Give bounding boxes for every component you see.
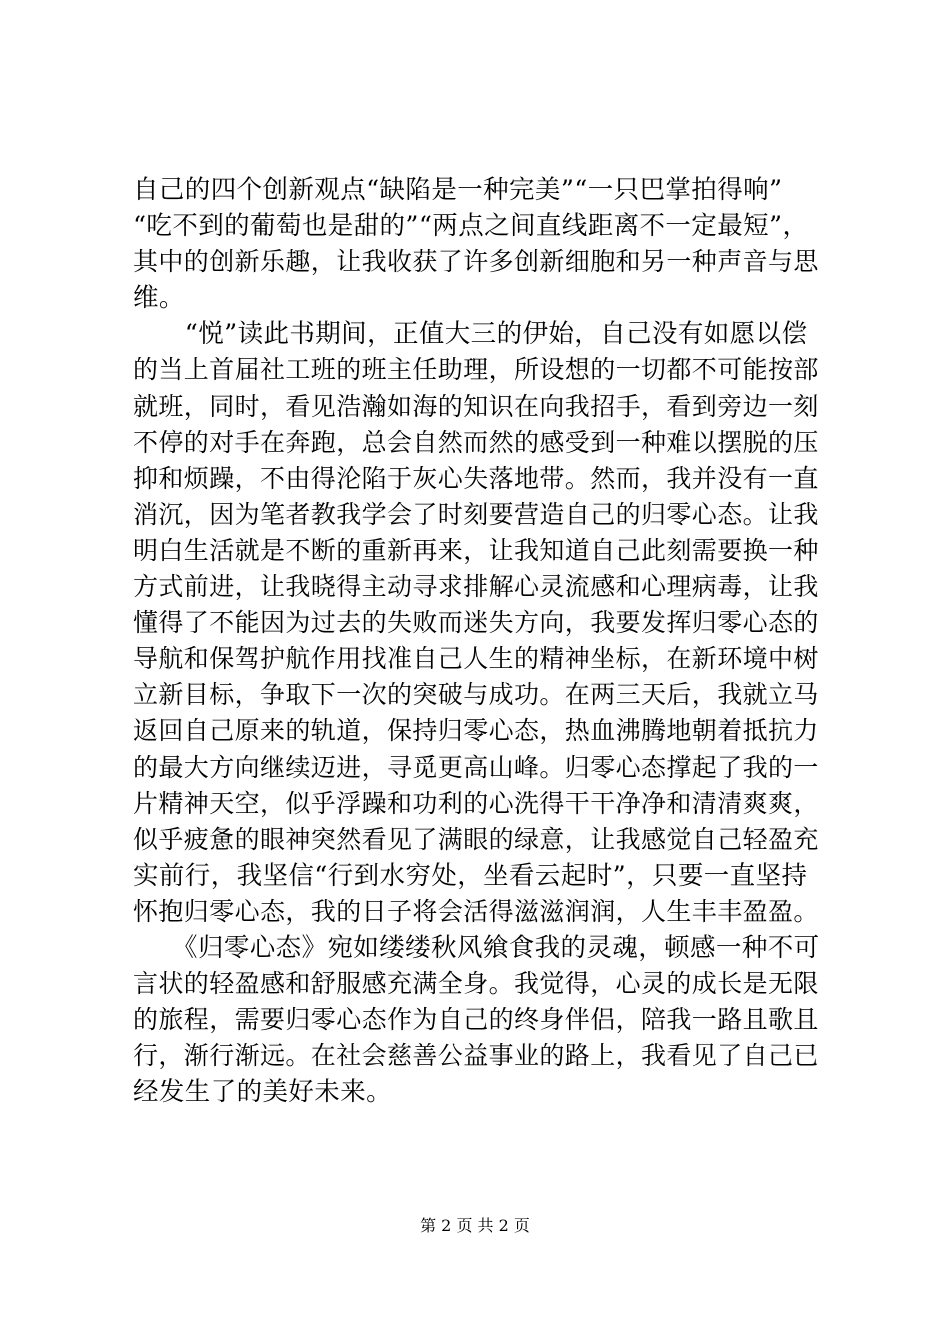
text-line: 自己的四个创新观点“缺陷是一种完美”“一只巴掌拍得响” bbox=[133, 175, 783, 205]
text-line: 懂得了不能因为过去的失败而迷失方向，我要发挥归零心态的 bbox=[133, 608, 819, 638]
text-line: 似乎疲惫的眼神突然看见了满眼的绿意，让我感觉自己轻盈充 bbox=[133, 824, 819, 854]
text-line: 行，渐行渐远。在社会慈善公益事业的路上，我看见了自己已 bbox=[133, 1041, 819, 1071]
page-number: 第 2 页 共 2 页 bbox=[420, 1216, 530, 1235]
text-line: 维。 bbox=[133, 283, 185, 314]
text-line: 方式前进，让我晓得主动寻求排解心灵流感和心理病毒，让我 bbox=[133, 572, 819, 602]
text-line: “吃不到的葡萄也是甜的”“两点之间直线距离不一定最短”， bbox=[133, 211, 809, 242]
text-line: 抑和烦躁，不由得沦陷于灰心失落地带。然而，我并没有一直 bbox=[133, 463, 819, 493]
text-line: “悦”读此书期间，正值大三的伊始，自己没有如愿以偿 bbox=[133, 319, 808, 350]
text-line: 言状的轻盈感和舒服感充满全身。我觉得，心灵的成长是无限 bbox=[133, 969, 819, 999]
text-line: 导航和保驾护航作用找准自己人生的精神坐标，在新环境中树 bbox=[133, 644, 819, 674]
text-line: 消沉，因为笔者教我学会了时刻要营造自己的归零心态。让我 bbox=[133, 499, 819, 529]
text-line: 就班，同时，看见浩瀚如海的知识在向我招手，看到旁边一刻 bbox=[133, 391, 819, 421]
text-line: 的旅程，需要归零心态作为自己的终身伴侣，陪我一路且歌且 bbox=[133, 1005, 819, 1035]
text-line: 不停的对手在奔跑，总会自然而然的感受到一种难以摆脱的压 bbox=[133, 427, 819, 457]
text-line: 实前行，我坚信“行到水穷处，坐看云起时”，只要一直坚持 bbox=[133, 860, 808, 891]
body-text bbox=[133, 172, 823, 1110]
text-line: 《归零心态》宛如缕缕秋风飨食我的灵魂，顿感一种不可 bbox=[133, 932, 820, 963]
text-line: 片精神天空，似乎浮躁和功利的心洗得干干净净和清清爽爽， bbox=[133, 788, 819, 818]
text-line: 明白生活就是不断的重新再来，让我知道自己此刻需要换一种 bbox=[133, 535, 819, 565]
text-line: 怀抱归零心态，我的日子将会活得滋滋润润，人生丰丰盈盈。 bbox=[133, 896, 819, 926]
text-line: 经发生了的美好未来。 bbox=[133, 1077, 393, 1108]
text-line: 的当上首届社工班的班主任助理，所设想的一切都不可能按部 bbox=[133, 355, 819, 385]
page-footer bbox=[0, 1216, 950, 1236]
text-line: 返回自己原来的轨道，保持归零心态，热血沸腾地朝着抵抗力 bbox=[133, 716, 819, 746]
text-line: 的最大方向继续迈进，寻觅更高山峰。归零心态撑起了我的一 bbox=[133, 752, 819, 782]
text-line: 立新目标，争取下一次的突破与成功。在两三天后，我就立马 bbox=[133, 680, 819, 710]
text-line: 其中的创新乐趣，让我收获了许多创新细胞和另一种声音与思 bbox=[133, 247, 819, 277]
